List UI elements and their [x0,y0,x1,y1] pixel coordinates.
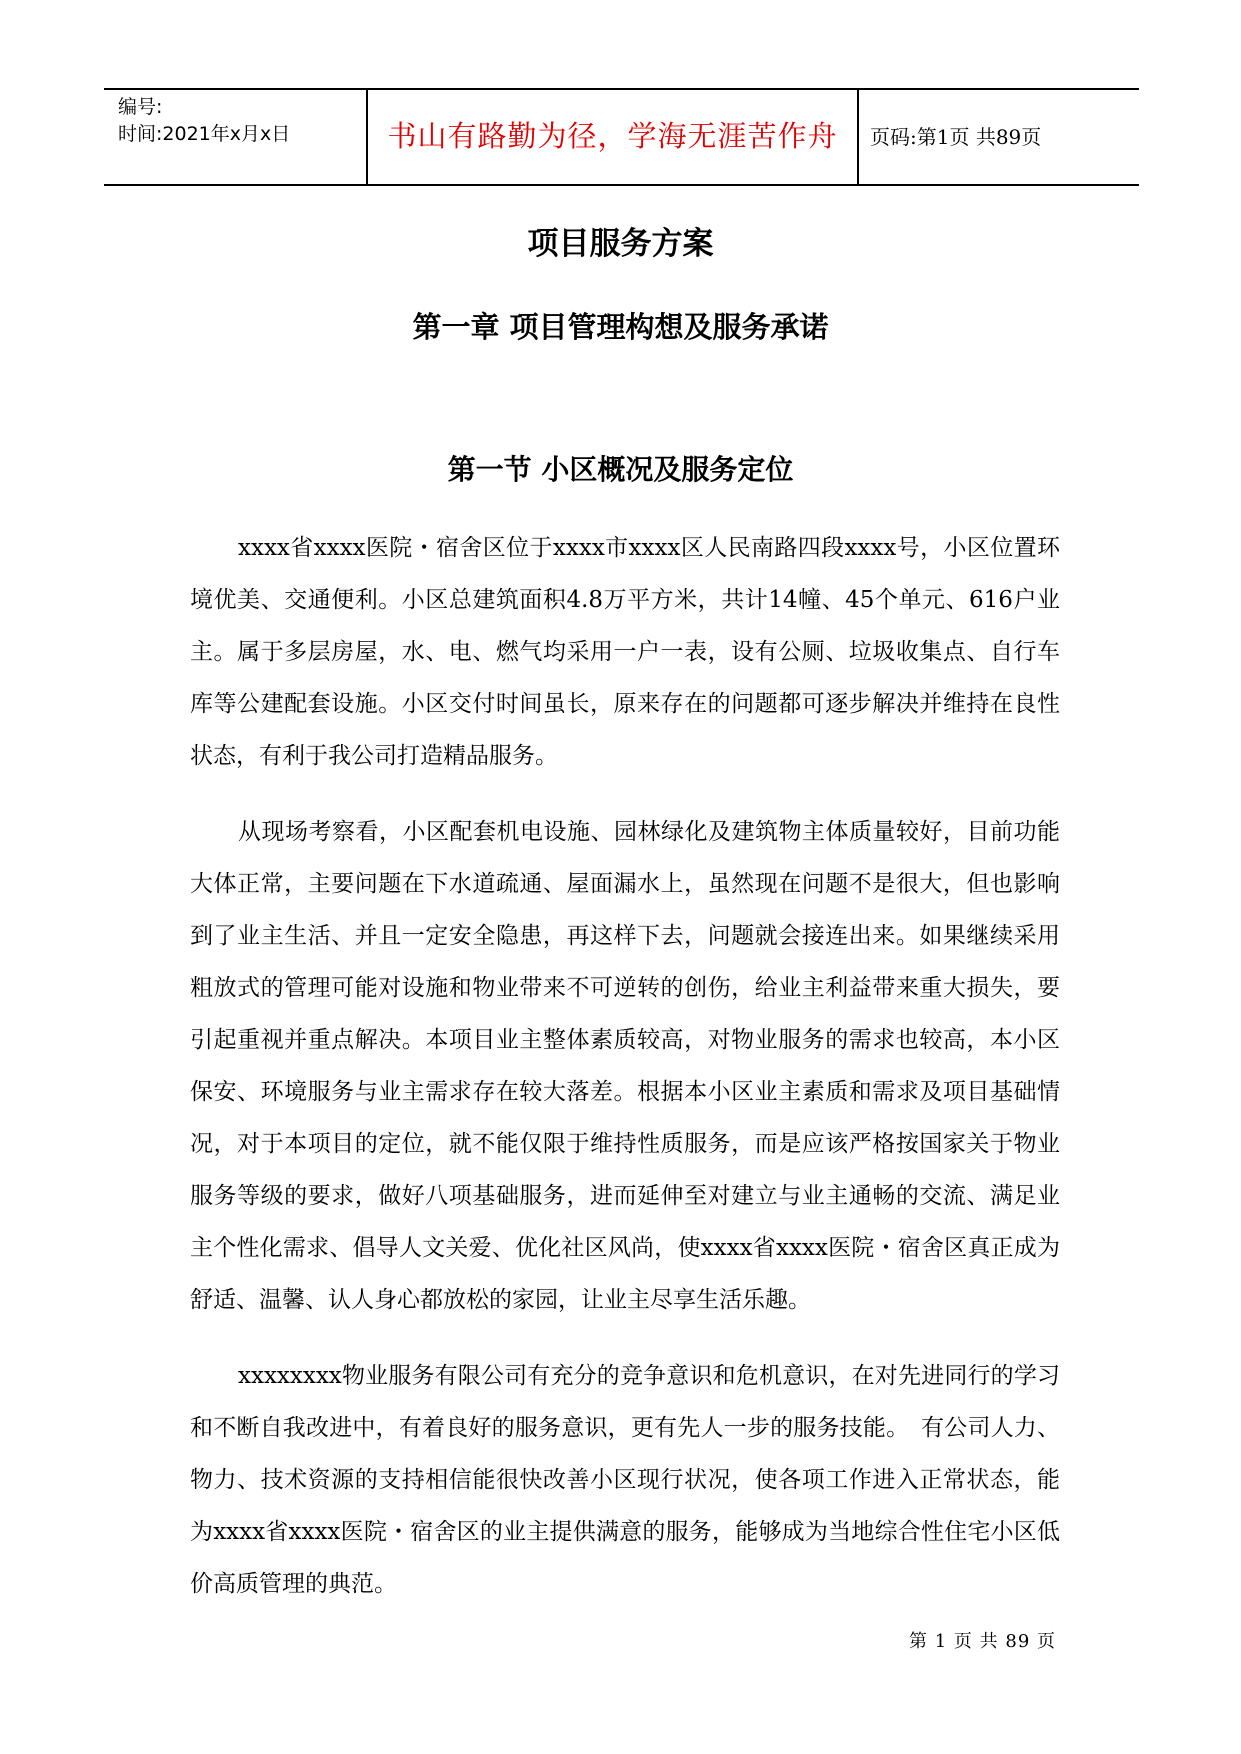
document-title: 项目服务方案 [527,226,714,262]
page-header [104,88,1139,186]
page-footer: 第 1 页 共 89 页 [909,1631,1056,1652]
body-paragraph: xxxxxxxx物业服务有限公司有充分的竞争意识和危机意识，在对先进同行的学习和不断自我改进中，有着良好的服务意识，更有先人一步的服务技能。 有公司人力、物力、技术资源的支持相信能很快改善小区现行状况，使各项工作进入正常状态，能为xxxx省xxxx医院・宿舍区的业主提供满意的服务，能够成为当地综合性住宅小区低价高质管理的典范。 [190,1363,1060,1597]
header-divider-right [857,90,859,184]
body-paragraph: 从现场考察看，小区配套机电设施、园林绿化及建筑物主体质量较好，目前功能大体正常，主要问题在下水道疏通、屋面漏水上，虽然现在问题不是很大，但也影响到了业主生活、并且一定安全隐患，再这样下去，问题就会接连出来。如果继续采用粗放式的管理可能对设施和物业带来不可逆转的创伤，给业主利益带来重大损失，要引起重视并重点解决。本项目业主整体素质较高，对物业服务的需求也较高，本小区保安、环境服务与业主需求存在较大落差。根据本小区业主素质和需求及项目基础情况，对于本项目的定位，就不能仅限于维持性质服务，而是应该严格按国家关于物业服务等级的要求，做好八项基础服务，进而延伸至对建立与业主通畅的交流、满足业主个性化需求、倡导人文关爱、优化社区风尚，使xxxx省xxxx医院・宿舍区真正成为舒适、温馨、认人身心都放松的家园，让业主尽享生活乐趣。 [190,819,1060,1313]
body-paragraph: xxxx省xxxx医院・宿舍区位于xxxx市xxxx区人民南路四段xxxx号，小区位置环境优美、交通便利。小区总建筑面积4.8万平方米，共计14幢、45个单元、616户业主。属于多层房屋，水、电、燃气均采用一户一表，设有公厕、垃圾收集点、自行车库等公建配套设施。小区交付时间虽长，原来存在的问题都可逐步解决并维持在良性状态，有利于我公司打造精品服务。 [190,535,1060,769]
section-title: 第一节 小区概况及服务定位 [447,453,794,486]
header-motto: 书山有路勤为径，学海无涯苦作舟 [387,119,838,153]
chapter-title: 第一章 项目管理构想及服务承诺 [412,310,829,344]
document-body [190,522,1060,1634]
header-meta [118,94,290,148]
document-date-label: 时间:2021年x月x日 [118,123,291,145]
header-page-code: 页码:第1页 共89页 [870,125,1042,149]
document-number-label: 编号: [118,96,163,118]
